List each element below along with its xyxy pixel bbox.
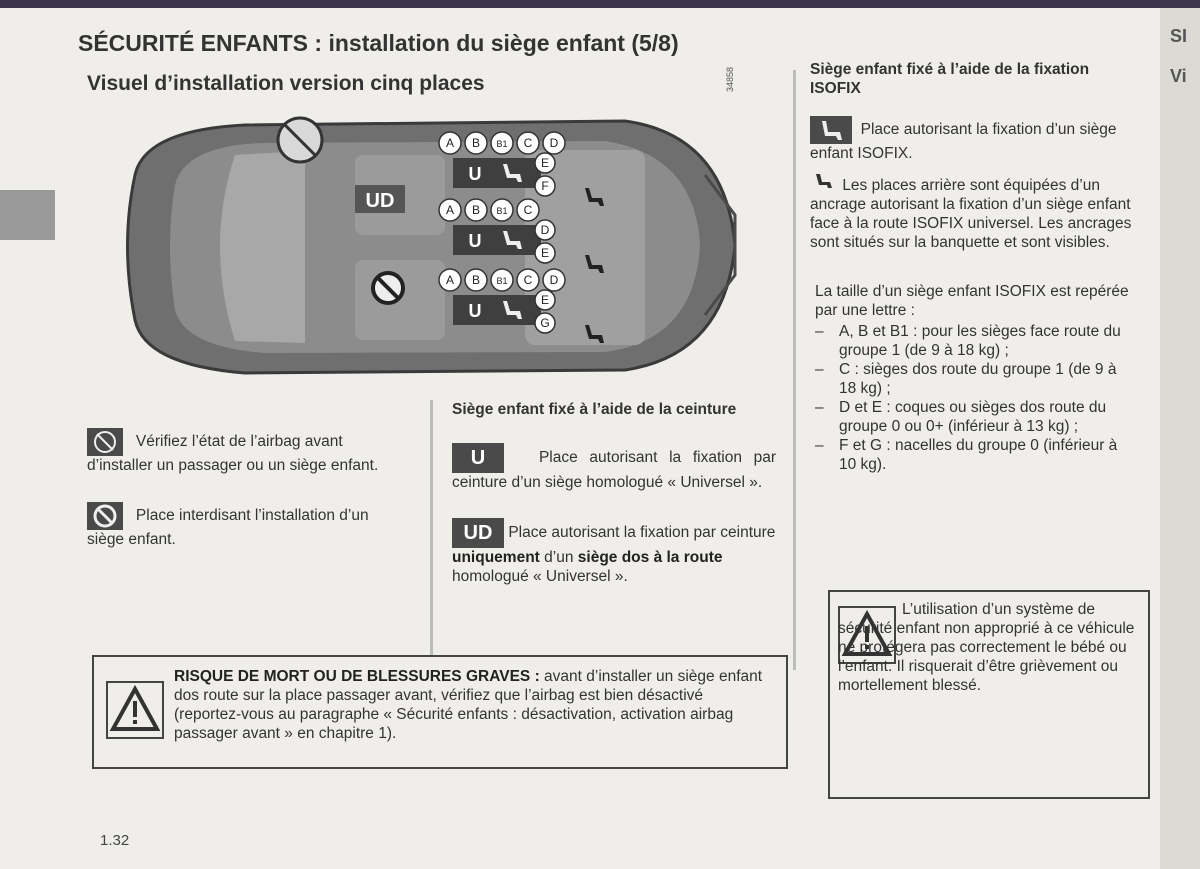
ud-text-part2: d’un xyxy=(539,549,578,566)
isofix-size-letter: B xyxy=(471,136,481,150)
ud-bold-uniquement: uniquement xyxy=(452,549,540,566)
u-seat-badge-bg xyxy=(453,225,541,255)
u-paragraph xyxy=(452,443,776,492)
isofix-anchor-icon xyxy=(810,177,842,194)
ud-text-badge: UD xyxy=(452,518,504,548)
main-warning-box xyxy=(92,655,788,769)
size-intro: La taille d’un siège enfant ISOFIX est repérée par une lettre : xyxy=(815,283,1129,319)
u-badge: U xyxy=(452,443,504,473)
main-warning-bold: RISQUE DE MORT OU DE BLESSURES GRAVES : xyxy=(174,668,540,685)
airbag-check-paragraph xyxy=(87,428,409,475)
page-number: 1.32 xyxy=(100,832,130,849)
belt-heading: Siège enfant fixé à l’aide de la ceinture xyxy=(452,401,737,418)
ud-text-part3: homologué « Universel ». xyxy=(452,568,628,585)
isofix-size-letter: C xyxy=(523,203,533,217)
isofix-size-letter: B1 xyxy=(496,276,508,286)
column-divider-left xyxy=(430,400,433,655)
size-list-item xyxy=(815,436,1135,474)
side-warning-box xyxy=(828,590,1150,799)
airbag-check-text: Vérifiez l’état de l’airbag avant d’installer un passager ou un siège enfant. xyxy=(87,433,379,474)
ud-bold-dos-route: siège dos à la route xyxy=(577,549,723,566)
forbidden-text: Place interdisant l’installation d’un siège enfant. xyxy=(87,507,369,548)
isofix-size-letter: D xyxy=(549,273,559,287)
column-divider-right xyxy=(793,70,796,670)
next-page-subtitle-fragment: Vi xyxy=(1170,66,1187,86)
top-edge xyxy=(0,0,1200,8)
size-list-text: A, B et B1 : pour les sièges face route du groupe 1 (de 9 à 18 kg) ; xyxy=(839,323,1121,359)
u-seat-badge-bg xyxy=(453,295,541,325)
list-dash: – xyxy=(815,361,824,378)
main-warning-text xyxy=(174,667,772,743)
ud-paragraph xyxy=(452,518,776,586)
forbidden-icon xyxy=(87,502,123,530)
size-list-item xyxy=(815,322,1135,360)
isofix-size-letter: D xyxy=(549,136,559,150)
side-warning-text: L’utilisation d’un système de sécurité enfant non approprié à ce véhicule ne protégera pas correctement le bébé ou l’enfant. Il risquerait d’être grièvement ou mortellement blessé. xyxy=(838,601,1135,694)
isofix-size-letter: F xyxy=(541,179,549,193)
size-list xyxy=(815,322,1135,474)
main-warning-icon xyxy=(106,681,164,739)
isofix-size-letter: B1 xyxy=(496,139,508,149)
u-seat-badge: U xyxy=(468,164,482,184)
next-page-title-fragment: SI xyxy=(1170,26,1188,46)
isofix-size-letter: G xyxy=(540,316,550,330)
forbidden-paragraph xyxy=(87,502,409,549)
list-dash: – xyxy=(815,323,824,340)
isofix-size-letter: A xyxy=(445,203,455,217)
car-top-view-diagram xyxy=(105,115,745,380)
isofix-size-letter: C xyxy=(523,136,533,150)
size-list-item xyxy=(815,360,1135,398)
airbag-warning-icon xyxy=(278,118,322,162)
size-list-text: D et E : coques ou sièges dos route du groupe 0 ou 0+ (inférieur à 13 kg) ; xyxy=(839,399,1107,435)
u-seat-badge: U xyxy=(468,231,482,251)
isofix-size-letter: C xyxy=(523,273,533,287)
u-text: Place autorisant la fixation par ceinture d’un siège homologué « Universel ». xyxy=(452,449,776,491)
size-list-item xyxy=(815,398,1135,436)
isofix-size-letter: B1 xyxy=(496,206,508,216)
forbidden-place-icon xyxy=(373,273,403,303)
isofix-size-letter: E xyxy=(540,293,550,307)
isofix-size-letter: B xyxy=(471,203,481,217)
airbag-icon xyxy=(87,428,123,456)
chapter-tab-marker xyxy=(0,190,55,240)
ud-text-part1: Place autorisant la fixation par ceinture xyxy=(508,524,776,542)
size-list-text: F et G : nacelles du groupe 0 (inférieur à 10 kg). xyxy=(839,437,1118,473)
isofix-size-letter: E xyxy=(540,246,550,260)
anchor-paragraph xyxy=(810,172,1134,252)
list-dash: – xyxy=(815,399,824,416)
isofix-paragraph xyxy=(810,116,1134,163)
page-subtitle: Visuel d’installation version cinq places xyxy=(87,72,485,95)
isofix-text: Place autorisant la fixation d’un siège enfant ISOFIX. xyxy=(810,121,1117,162)
anchor-text: Les places arrière sont équipées d’un ancrage autorisant la fixation d’un siège enfant face à la route ISOFIX universel. Les ancrages sont situés sur la banquette et sont visibles. xyxy=(810,177,1132,251)
list-dash: – xyxy=(815,437,824,454)
ud-badge: UD xyxy=(365,190,395,212)
size-list-text: C : sièges dos route du groupe 1 (de 9 à 18 kg) ; xyxy=(839,361,1117,397)
main-warning-body: avant d’installer un siège enfant dos route sur la place passager avant, vérifiez que l’airbag est bien désactivé (reportez-vous au paragraphe « Sécurité enfants : désactivation, activation airbag passager avant » en chapitre 1). xyxy=(174,668,763,742)
isofix-seat-icon xyxy=(810,116,852,144)
isofix-size-letter: D xyxy=(540,223,550,237)
isofix-size-letter: A xyxy=(445,136,455,150)
isofix-size-letter: A xyxy=(445,273,455,287)
u-seat-badge-bg xyxy=(453,158,541,188)
isofix-heading: Siège enfant fixé à l’aide de la fixation ISOFIX xyxy=(810,61,1090,97)
figure-reference: 34858 xyxy=(725,66,735,92)
u-seat-badge: U xyxy=(468,301,482,321)
next-page-edge xyxy=(1160,8,1200,869)
windshield xyxy=(220,151,305,343)
isofix-size-letter: E xyxy=(540,156,550,170)
isofix-size-letter: B xyxy=(471,273,481,287)
page-title: SÉCURITÉ ENFANTS : installation du siège enfant (5/8) xyxy=(78,30,679,56)
